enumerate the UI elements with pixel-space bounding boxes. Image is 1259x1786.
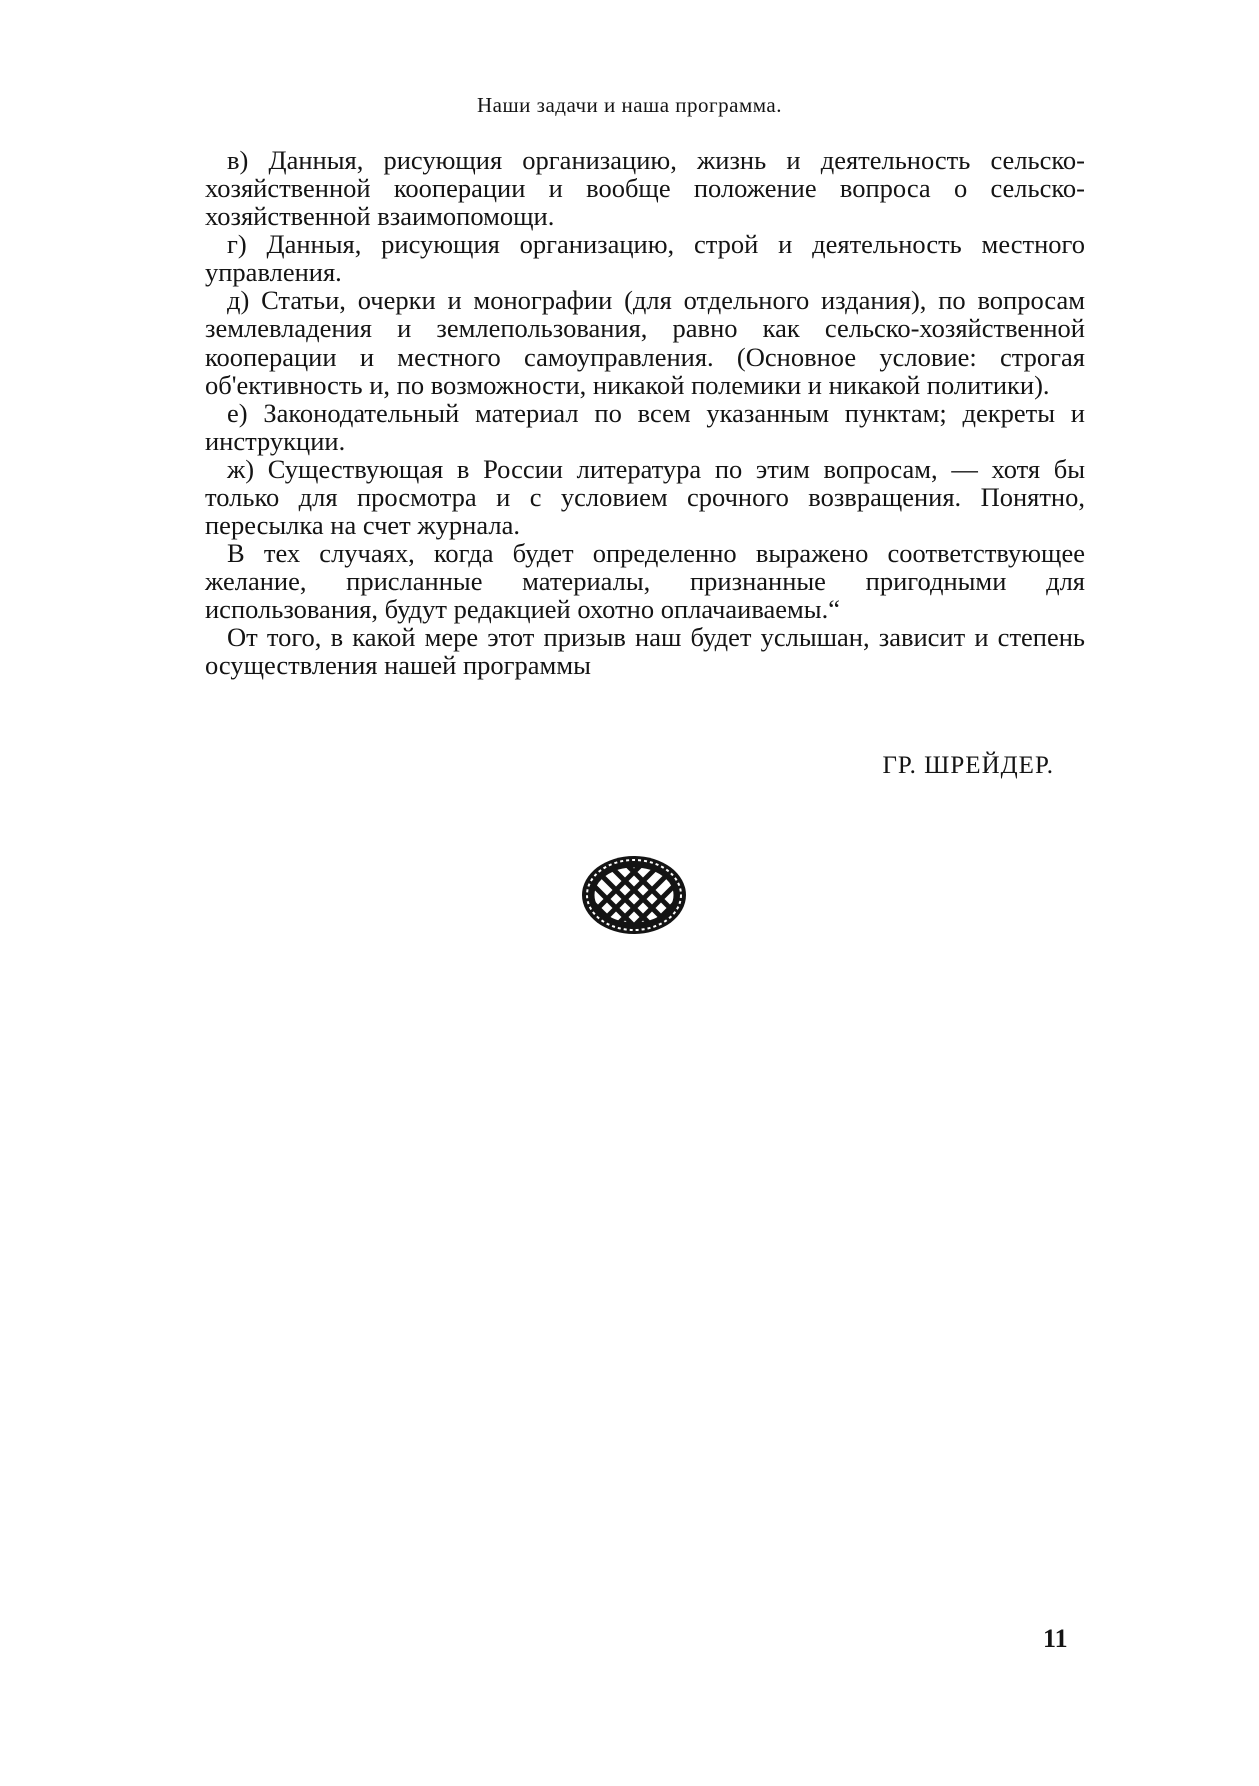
body-text (205, 146, 1085, 679)
paragraph-e: е) Законодательный материал по всем указанным пунктам; декреты и инструкции. (205, 397, 1085, 456)
paragraph-zh: ж) Существующая в России литература по этим вопросам, — хотя бы только для просмотра и с условием срочного возвращения. Понятно, пересылка на счет журнала. (205, 453, 1085, 541)
paragraph-closing: От того, в какой мере этот призыв наш будет услышан, зависит и степень осуществления нашей программы (205, 622, 1085, 681)
page-number: 11 (1043, 1624, 1068, 1653)
oval-lattice-ornament-icon (580, 854, 688, 936)
paragraph-v: в) Данныя, рисующия организацию, жизнь и деятельность сельско-хозяйственной кооперации и вообще положение вопроса о сельско-хозяйственной взаимопомощи. (205, 145, 1085, 232)
paragraph-cases: В тех случаях, когда будет определенно выражено соответствующее желание, присланные материалы, признанные пригодными для использования, будут редакцией охотно оплачаиваемы.“ (205, 538, 1085, 625)
running-head: Наши задачи и наша программа. (477, 93, 782, 117)
author-signature: ГР. ШРЕЙДЕР. (882, 752, 1054, 779)
paragraph-d: д) Статьи, очерки и монографии (для отдельного издания), по вопросам землевладения и землепользования, равно как сельско-хозяйственной кооперации и местного самоуправления. (Основное условие: строгая об'ективность и, по возможности, никакой полемики и никакой политики). (205, 285, 1085, 400)
paragraph-g: г) Данныя, рисующия организацию, строй и деятельность местного управления. (205, 229, 1085, 288)
